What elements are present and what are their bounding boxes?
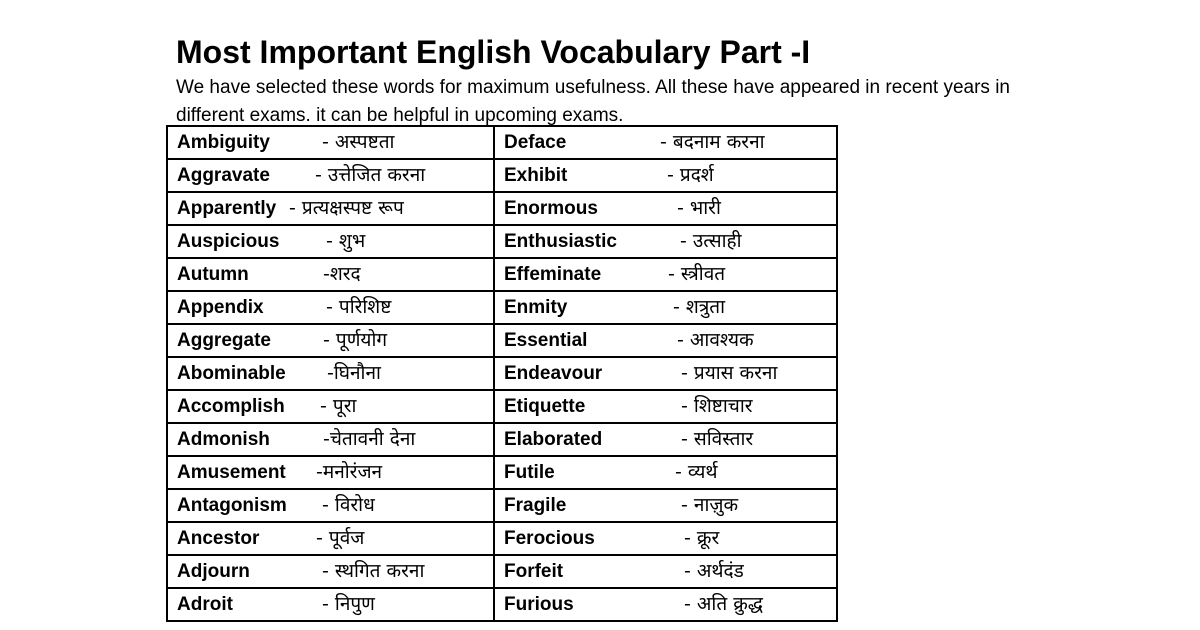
vocabulary-cell-right bbox=[494, 588, 837, 621]
english-word: Enmity bbox=[504, 297, 568, 318]
english-word: Endeavour bbox=[504, 363, 603, 384]
hindi-meaning: - नाज़ुक bbox=[681, 494, 739, 516]
hindi-meaning: - अर्थदंड bbox=[684, 560, 744, 582]
hindi-meaning: - शिष्टाचार bbox=[681, 395, 753, 417]
vocabulary-row bbox=[167, 126, 837, 159]
vocabulary-row bbox=[167, 324, 837, 357]
vocabulary-row bbox=[167, 291, 837, 324]
hindi-meaning: - पूर्वज bbox=[316, 527, 365, 549]
hindi-meaning: - पूर्णयोग bbox=[323, 329, 388, 351]
hindi-meaning: - स्थगित करना bbox=[322, 560, 425, 582]
vocabulary-cell-right bbox=[494, 291, 837, 324]
hindi-meaning: - व्यर्थ bbox=[675, 461, 718, 483]
english-word: Futile bbox=[504, 462, 555, 483]
english-word: Enthusiastic bbox=[504, 231, 617, 252]
vocabulary-cell-left bbox=[167, 357, 494, 390]
hindi-meaning: - प्रयास करना bbox=[681, 362, 778, 384]
vocabulary-cell-right bbox=[494, 555, 837, 588]
english-word: Amusement bbox=[177, 462, 286, 483]
hindi-meaning: - बदनाम करना bbox=[660, 131, 765, 153]
vocabulary-cell-left bbox=[167, 291, 494, 324]
document-title: Most Important English Vocabulary Part -I bbox=[176, 34, 811, 70]
vocabulary-cell-right bbox=[494, 357, 837, 390]
vocabulary-cell-right bbox=[494, 489, 837, 522]
vocabulary-cell-right bbox=[494, 423, 837, 456]
hindi-meaning: - भारी bbox=[677, 197, 721, 219]
english-word: Exhibit bbox=[504, 165, 568, 186]
document-intro: We have selected these words for maximum usefulness. All these have appeared in recent years in different exams. it can be helpful in upcoming exams. bbox=[176, 77, 1010, 126]
hindi-meaning: - क्रूर bbox=[684, 527, 720, 549]
vocabulary-cell-right bbox=[494, 225, 837, 258]
vocabulary-cell-left bbox=[167, 126, 494, 159]
english-word: Appendix bbox=[177, 297, 264, 318]
english-word: Adroit bbox=[177, 594, 233, 615]
vocabulary-cell-left bbox=[167, 489, 494, 522]
vocabulary-cell-left bbox=[167, 159, 494, 192]
english-word: Essential bbox=[504, 330, 588, 351]
vocabulary-cell-left bbox=[167, 258, 494, 291]
hindi-meaning: - अस्पष्टता bbox=[322, 131, 395, 153]
vocabulary-cell-right bbox=[494, 456, 837, 489]
vocabulary-row bbox=[167, 423, 837, 456]
hindi-meaning: -घिनौना bbox=[327, 362, 381, 384]
english-word: Fragile bbox=[504, 495, 567, 516]
vocabulary-cell-left bbox=[167, 324, 494, 357]
vocabulary-cell-left bbox=[167, 390, 494, 423]
english-word: Aggregate bbox=[177, 330, 271, 351]
vocabulary-cell-right bbox=[494, 390, 837, 423]
english-word: Ferocious bbox=[504, 528, 595, 549]
vocabulary-row bbox=[167, 192, 837, 225]
vocabulary-table bbox=[166, 125, 838, 622]
vocabulary-row bbox=[167, 489, 837, 522]
english-word: Furious bbox=[504, 594, 574, 615]
english-word: Antagonism bbox=[177, 495, 287, 516]
hindi-meaning: - अति क्रुद्ध bbox=[684, 593, 763, 615]
english-word: Enormous bbox=[504, 198, 598, 219]
english-word: Auspicious bbox=[177, 231, 280, 252]
vocabulary-cell-right bbox=[494, 126, 837, 159]
vocabulary-row bbox=[167, 258, 837, 291]
english-word: Adjourn bbox=[177, 561, 250, 582]
hindi-meaning: - शुभ bbox=[326, 230, 366, 252]
english-word: Effeminate bbox=[504, 264, 602, 285]
english-word: Apparently bbox=[177, 198, 277, 219]
hindi-meaning: - प्रत्यक्षस्पष्ट रूप bbox=[289, 197, 404, 219]
vocabulary-cell-right bbox=[494, 324, 837, 357]
vocabulary-row bbox=[167, 456, 837, 489]
hindi-meaning: -शरद bbox=[323, 263, 361, 285]
vocabulary-row bbox=[167, 555, 837, 588]
vocabulary-cell-left bbox=[167, 588, 494, 621]
vocabulary-row bbox=[167, 390, 837, 423]
vocabulary-cell-left bbox=[167, 522, 494, 555]
english-word: Aggravate bbox=[177, 165, 270, 186]
hindi-meaning: - परिशिष्ट bbox=[326, 296, 392, 318]
vocabulary-row bbox=[167, 522, 837, 555]
vocabulary-cell-left bbox=[167, 225, 494, 258]
hindi-meaning: -चेतावनी देना bbox=[323, 428, 416, 450]
vocabulary-row bbox=[167, 588, 837, 621]
hindi-meaning: - शत्रुता bbox=[673, 296, 726, 318]
hindi-meaning: - प्रदर्श bbox=[667, 164, 714, 186]
english-word: Accomplish bbox=[177, 396, 285, 417]
english-word: Etiquette bbox=[504, 396, 586, 417]
vocabulary-cell-left bbox=[167, 423, 494, 456]
english-word: Forfeit bbox=[504, 561, 564, 582]
english-word: Ambiguity bbox=[177, 132, 270, 153]
english-word: Elaborated bbox=[504, 429, 603, 450]
hindi-meaning: - निपुण bbox=[322, 593, 375, 615]
vocabulary-cell-left bbox=[167, 192, 494, 225]
vocabulary-cell-right bbox=[494, 522, 837, 555]
hindi-meaning: - उत्साही bbox=[680, 230, 742, 252]
vocabulary-row bbox=[167, 357, 837, 390]
vocabulary-cell-right bbox=[494, 258, 837, 291]
hindi-meaning: - सविस्तार bbox=[681, 428, 754, 450]
vocabulary-table-body bbox=[167, 126, 837, 621]
vocabulary-cell-left bbox=[167, 456, 494, 489]
vocabulary-row bbox=[167, 159, 837, 192]
vocabulary-cell-right bbox=[494, 159, 837, 192]
english-word: Ancestor bbox=[177, 528, 260, 549]
hindi-meaning: - विरोध bbox=[322, 494, 375, 516]
vocabulary-cell-left bbox=[167, 555, 494, 588]
hindi-meaning: - स्त्रीवत bbox=[668, 263, 726, 285]
hindi-meaning: - आवश्यक bbox=[677, 329, 754, 351]
hindi-meaning: - उत्तेजित करना bbox=[315, 164, 426, 186]
english-word: Autumn bbox=[177, 264, 249, 285]
vocabulary-cell-right bbox=[494, 192, 837, 225]
hindi-meaning: -मनोरंजन bbox=[316, 461, 383, 483]
english-word: Deface bbox=[504, 132, 567, 153]
english-word: Abominable bbox=[177, 363, 286, 384]
vocabulary-row bbox=[167, 225, 837, 258]
hindi-meaning: - पूरा bbox=[320, 395, 357, 417]
english-word: Admonish bbox=[177, 429, 270, 450]
